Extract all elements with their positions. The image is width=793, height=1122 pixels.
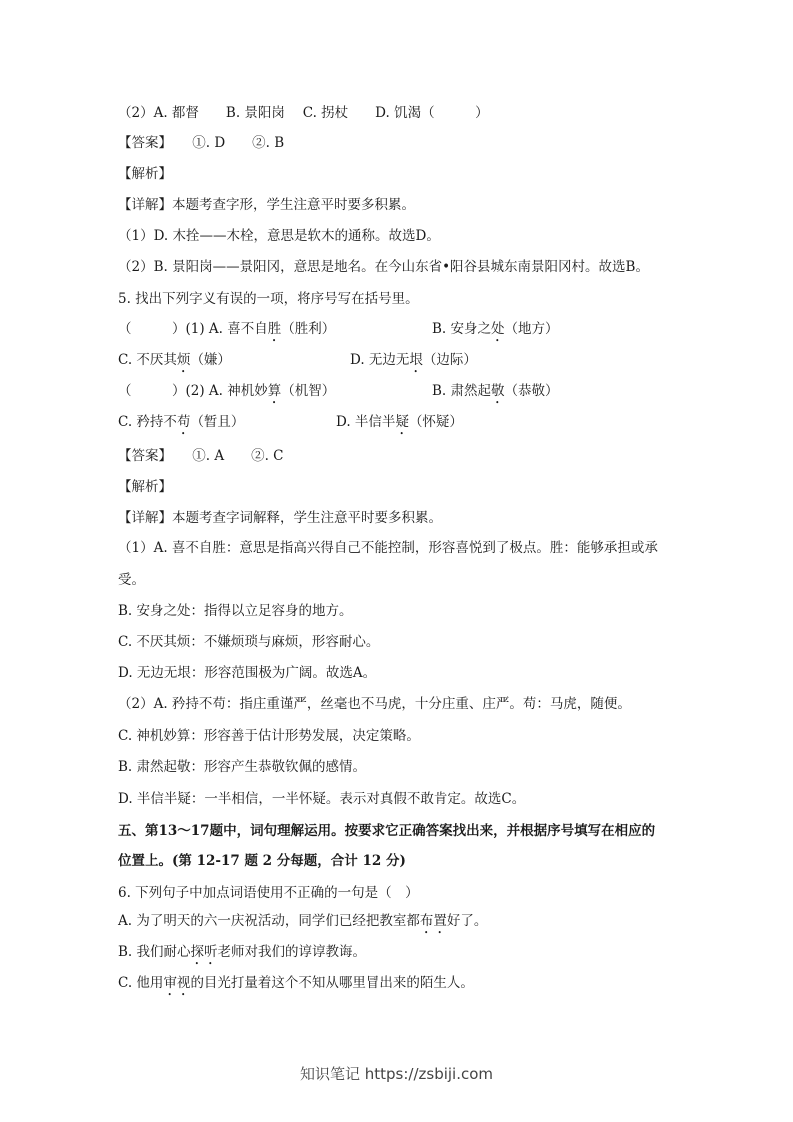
analysis-label: 【解析】 [118, 479, 172, 495]
question-options-row: C. 不厌其烦（嫌） D. 无边无垠（边际） [118, 352, 477, 368]
option-line: B. 我们耐心探听老师对我们的谆谆教诲。 [118, 944, 367, 960]
text-line: 受。 [118, 572, 145, 588]
text-line: C. 不厌其烦：不嫌烦琐与麻烦，形容耐心。 [118, 634, 380, 650]
text-line: （2）B. 景阳岗——景阳冈，意思是地名。在今山东省•阳谷县城东南景阳冈村。故选B。 [118, 259, 649, 275]
text-line: B. 安身之处：指得以立足容身的地方。 [118, 603, 353, 619]
text-line: 【详解】本题考查字形，学生注意平时要多积累。 [118, 197, 415, 213]
text-line: D. 无边无垠：形容范围极为广阔。故选A。 [118, 665, 377, 681]
question-options-row: （ ）(1) A. 喜不自胜（胜利） B. 安身之处（地方） [118, 321, 559, 337]
option-line: A. 为了明天的六一庆祝活动，同学们已经把教室都布置好了。 [118, 913, 488, 929]
question-options-row: C. 矜持不苟（暂且） D. 半信半疑（怀疑） [118, 414, 463, 430]
text-line: （1）D. 木拴——木栓，意思是软木的通称。故选D。 [118, 228, 440, 244]
text-line: （2）A. 都督 B. 景阳岗 C. 拐杖 D. 饥渴（ ） [118, 105, 489, 121]
footer-watermark: 知识笔记 https://zsbiji.com [299, 1065, 494, 1083]
question-title: 6. 下列句子中加点词语使用不正确的一句是（ ） [118, 885, 419, 901]
option-line: C. 他用审视的目光打量着这个不知从哪里冒出来的陌生人。 [118, 975, 474, 991]
section-heading: 五、第13～17题中，词句理解运用。按要求它正确答案找出来，并根据序号填写在相应的 [118, 823, 656, 839]
section-heading: 位置上。(第 12-17 题 2 分每题，合计 12 分) [118, 853, 406, 869]
text-line: B. 肃然起敬：形容产生恭敬钦佩的感情。 [118, 759, 367, 775]
text-line: 【详解】本题考查字词解释，学生注意平时要多积累。 [118, 510, 442, 526]
answer-label: 【答案】 ①. D ②. B [118, 135, 285, 151]
text-line: （2）A. 矜持不苟：指庄重谨严，丝毫也不马虎，十分庄重、庄严。苟：马虎，随便。 [118, 696, 631, 712]
answer-label: 【答案】 ①. A ②. C [118, 448, 284, 464]
question-title: 5. 找出下列字义有误的一项，将序号写在括号里。 [118, 291, 419, 307]
text-line: D. 半信半疑：一半相信，一半怀疑。表示对真假不敢肯定。故选C。 [118, 791, 526, 807]
text-line: C. 神机妙算：形容善于估计形势发展，决定策略。 [118, 728, 420, 744]
analysis-label: 【解析】 [118, 166, 172, 182]
question-options-row: （ ）(2) A. 神机妙算（机智） B. 肃然起敬（恭敬） [118, 383, 559, 399]
text-line: （1）A. 喜不自胜：意思是指高兴得自己不能控制，形容喜悦到了极点。胜：能够承担或承 [118, 540, 658, 556]
